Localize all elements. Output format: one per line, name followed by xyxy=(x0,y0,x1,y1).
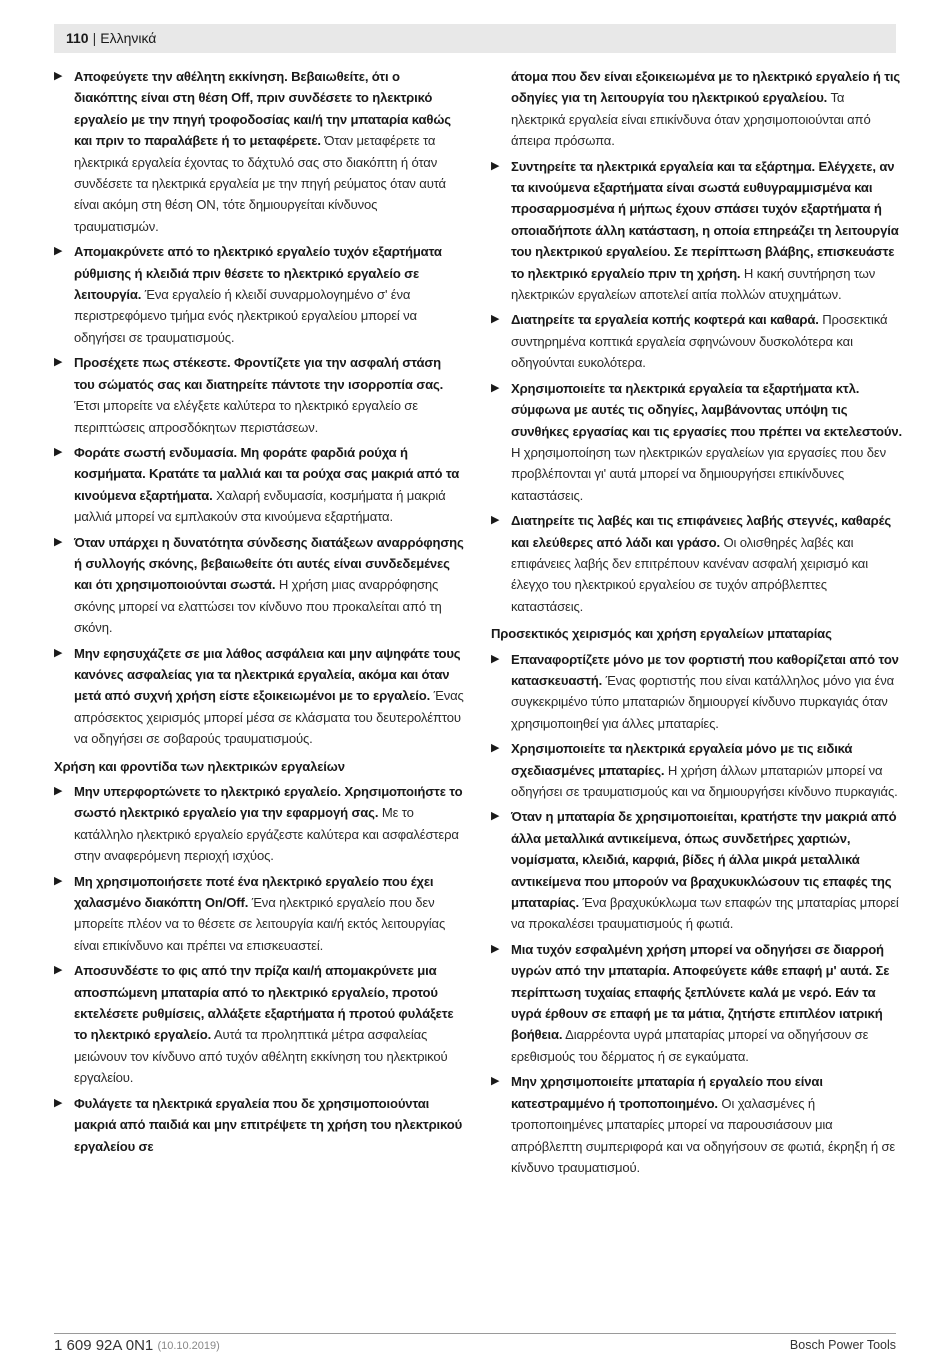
item-body-text: Αυτά τα προληπτικά μέτρα ασφαλείας μειώνουν τον κίνδυνο από τυχόν αθέλητη εκκίνηση του ηλεκτρικού εργαλείου. xyxy=(74,1027,448,1086)
list-item xyxy=(54,1093,465,1157)
item-bold-text: Φοράτε σωστή ενδυμασία. Μη φοράτε φαρδιά ρούχα ή κοσμήματα. Κρατάτε τα μαλλιά και τα ρούχα σας μακριά από τα κινούμενα εξαρτήματα. xyxy=(74,444,460,503)
bullet-arrow-icon: ▶ xyxy=(54,1096,63,1109)
list-item xyxy=(491,738,902,802)
item-body-text: Οι χαλασμένες ή τροποποιημένες μπαταρίες μπορεί να παρουσιάσουν μια απρόβλεπτη συμπεριφορά και να οδηγήσουν σε φωτιά, έκρηξη ή σε κίνδυνο τραυματισμού. xyxy=(511,1095,896,1175)
bullet-arrow-icon: ▶ xyxy=(54,535,63,548)
item-bold-text: Αποφεύγετε την αθέλητη εκκίνηση. Βεβαιωθείτε, ότι ο διακόπτης είναι στη θέση Off, πριν συνδέσετε το ηλεκτρικό εργαλείο με την πηγή τροφοδοσίας και/ή την μπαταρία καθώς και πριν το παραλάβετε ή το μεταφέρετε. xyxy=(74,69,451,149)
item-body-text: Οι ολισθηρές λαβές και επιφάνειες λαβής δεν επιτρέπουν κανέναν ασφαλή χειρισμό και έλεγχο του ηλεκτρικού εργαλείου σε τυχόν απρόβλεπτες καταστάσεις. xyxy=(511,534,868,614)
item-body-text: Ένας απρόσεκτος χειρισμός μπορεί μέσα σε κλάσματα του δευτερολέπτου να οδηγήσει σε σοβαρούς τραυματισμούς. xyxy=(74,688,464,747)
section-title-battery: Προσεκτικός χειρισμός και χρήση εργαλείων μπαταρίας xyxy=(491,626,832,642)
bullet-arrow-icon: ▶ xyxy=(54,445,63,458)
list-item xyxy=(54,241,465,348)
right-column xyxy=(491,66,902,1182)
bullet-arrow-icon: ▶ xyxy=(54,245,63,258)
list-item xyxy=(54,643,465,750)
item-bold-text: Διατηρείτε τα εργαλεία κοπής κοφτερά και καθαρά. xyxy=(511,312,819,328)
item-body-text: Ένα ηλεκτρικό εργαλείο που δεν μπορείτε πλέον να το θέσετε σε λειτουργία και/ή εκτός λειτουργίας είναι επικίνδυνο και πρέπει να επισκευαστεί. xyxy=(74,895,446,953)
list-item xyxy=(491,939,902,1067)
footer-doc-info xyxy=(54,1336,220,1357)
item-bold-text: Όταν η μπαταρία δε χρησιμοποιείται, κρατήστε την μακριά από άλλα μεταλλικά αντικείμενα, όπως συνδετήρες χαρτιών, νομίσματα, κλειδιά, καρφιά, βίδες ή άλλα μικρά μεταλλικά αντικείμενα που μπορούν να βραχυκυκλώσουν τις επαφές της μπαταρίας. xyxy=(511,809,897,911)
list-item xyxy=(54,442,465,528)
list-item xyxy=(491,510,902,617)
list-item xyxy=(491,309,902,373)
list-item xyxy=(54,781,465,867)
item-bold-text: Αποσυνδέστε το φις από την πρίζα και/ή απομακρύνετε μια αποσπώμενη μπαταρία από το ηλεκτρικό εργαλείο, προτού εκτελέσετε ρυθμίσεις, αλλάξετε εξαρτήματα ή προτού φυλάξετε το ηλεκτρικό εργαλείο. xyxy=(74,963,454,1043)
footer-rule xyxy=(54,1333,896,1334)
item-bold-text: Μην εφησυχάζετε σε μια λάθος ασφάλεια και μην αψηφάτε τους κανόνες ασφαλείας για τα ηλεκτρικά εργαλεία, ακόμα και όταν μετά από συχνή χρήση είστε εξοικειωμένοι με το εργαλείο. xyxy=(74,645,461,704)
item-bold-text: Χρησιμοποιείτε τα ηλεκτρικά εργαλεία μόνο με τις ειδικά σχεδιασμένες μπαταρίες. xyxy=(511,741,853,778)
list-item xyxy=(54,871,465,957)
bullet-arrow-icon: ▶ xyxy=(491,810,500,823)
list-item xyxy=(491,378,902,506)
bullet-arrow-icon: ▶ xyxy=(491,514,500,527)
list-item xyxy=(54,66,465,237)
bullet-arrow-icon: ▶ xyxy=(54,356,63,369)
item-body-text: Όταν μεταφέρετε τα ηλεκτρικά εργαλεία έχοντας το δάχτυλό σας στο διακόπτη ή όταν συνδέσετε τα ηλεκτρικά εργαλεία με την πηγή ρεύματος όταν αυτά είναι ακόμη στη θέση ON, τότε δημιουργείται κίνδυνος τραυματισμών. xyxy=(74,133,446,234)
item-body-text: Διαρρέοντα υγρά μπαταρίας μπορεί να οδηγήσουν σε ερεθισμούς του δέρματος ή σε εγκαύματα. xyxy=(511,1027,869,1064)
bullet-arrow-icon: ▶ xyxy=(491,159,500,172)
item-body-text: Η χρήση άλλων μπαταριών μπορεί να οδηγήσει σε τραυματισμούς και να δημιουργήσει κίνδυνο πυρκαγιάς. xyxy=(511,762,898,799)
item-bold-text: Προσέχετε πως στέκεστε. Φροντίζετε για την ασφαλή στάση του σώματός σας και διατηρείτε πάντοτε την ισορροπία σας. xyxy=(74,355,444,392)
item-bold-text: Μη χρησιμοποιήσετε ποτέ ένα ηλεκτρικό εργαλείο που έχει χαλασμένο διακόπτη On/Off. xyxy=(74,873,434,911)
list-item xyxy=(491,1071,902,1178)
bullet-arrow-icon: ▶ xyxy=(491,652,500,665)
item-body-text: Η κακή συντήρηση των ηλεκτρικών εργαλείων αποτελεί αιτία πολλών ατυχημάτων. xyxy=(511,265,876,303)
header-language: Ελληνικά xyxy=(100,30,157,46)
item-bold-text: Όταν υπάρχει η δυνατότητα σύνδεσης διατάξεων αναρρόφησης ή συλλογής σκόνης, βεβαιωθείτε ότι αυτές είναι συνδεδεμένες και ότι χρησιμοποιούνται σωστά. xyxy=(74,534,464,593)
footer-doc-number: 1 609 92A 0N1 xyxy=(54,1337,154,1354)
bullet-arrow-icon: ▶ xyxy=(491,381,500,394)
continuation-paragraph xyxy=(491,66,902,152)
left-column xyxy=(54,66,465,1161)
bullet-arrow-icon: ▶ xyxy=(54,964,63,977)
item-body-text: Η χρησιμοποίηση των ηλεκτρικών εργαλείων για εργασίες που δεν προβλέπονται γι' αυτά μπορεί να δημιουργήσει επικίνδυνες καταστάσεις. xyxy=(511,444,886,503)
header-text xyxy=(66,30,156,47)
list-item xyxy=(54,960,465,1088)
continuation-bold: άτομα που δεν είναι εξοικειωμένα με το ηλεκτρικό εργαλείο ή τις οδηγίες για τη λειτουργία του ηλεκτρικού εργαλείου. xyxy=(511,69,901,106)
item-body-text: Η χρήση μιας αναρρόφησης σκόνης μπορεί να ελαττώσει τον κίνδυνο που προκαλείται από τη σκόνη. xyxy=(74,577,442,636)
item-body-text: Ένα εργαλείο ή κλειδί συναρμολογημένο σ' ένα περιστρεφόμενο τμήμα ενός ηλεκτρικού εργαλείου μπορεί να οδηγήσει σε τραυματισμούς. xyxy=(74,287,417,345)
item-bold-text: Φυλάγετε τα ηλεκτρικά εργαλεία που δε χρησιμοποιούνται μακριά από παιδιά και μην επιτρέψετε τη χρήση του ηλεκτρικού εργαλείου σε xyxy=(74,1095,463,1154)
left-tool-use-list xyxy=(54,781,465,1157)
section-title-tool-use: Χρήση και φροντίδα των ηλεκτρικών εργαλείων xyxy=(54,758,345,774)
list-item xyxy=(54,532,465,639)
item-body-text: Ένας φορτιστής που είναι κατάλληλος μόνο για ένα συγκεκριμένο τύπο μπαταριών δημιουργεί κίνδυνο πυρκαγιάς όταν χρησιμοποιηθεί για άλλες μπαταρίες. xyxy=(511,672,895,731)
right-battery-list xyxy=(491,649,902,1179)
footer-date: (10.10.2019) xyxy=(157,1340,220,1352)
item-bold-text: Μην υπερφορτώνετε το ηλεκτρικό εργαλείο. Χρησιμοποιήστε το σωστό ηλεκτρικό εργαλείο για την εφαρμογή σας. xyxy=(74,784,463,821)
page-header xyxy=(54,24,896,53)
list-item xyxy=(491,806,902,934)
bullet-arrow-icon: ▶ xyxy=(54,785,63,797)
page-number: 110 xyxy=(66,30,89,46)
item-bold-text: Μια τυχόν εσφαλμένη χρήση μπορεί να οδηγήσει σε διαρροή υγρών από την μπαταρία. Αποφεύγετε κάθε επαφή μ' αυτά. Σε περίπτωση τυχαίας επαφής ξεπλύνετε καλά με νερό. Εάν τα υγρά έρθουν σε επαφή με τα μάτια, ζητήστε επιπλέον ιατρική βοήθεια. xyxy=(511,941,890,1043)
item-bold-text: Επαναφορτίζετε μόνο με τον φορτιστή που καθορίζεται από τον κατασκευαστή. xyxy=(511,651,899,688)
bullet-arrow-icon: ▶ xyxy=(54,874,63,887)
bullet-arrow-icon: ▶ xyxy=(491,942,500,955)
item-bold-text: Μην χρησιμοποιείτε μπαταρία ή εργαλείο που είναι κατεστραμμένο ή τροποποιημένο. xyxy=(511,1074,823,1111)
list-item xyxy=(54,352,465,438)
bullet-arrow-icon: ▶ xyxy=(54,646,63,659)
header-separator: | xyxy=(92,30,97,46)
item-body-text: Με το κατάλληλο ηλεκτρικό εργαλείο εργάζεστε καλύτερα και ασφαλέστερα στην αναφερόμενη περιοχή ισχύος. xyxy=(74,805,459,864)
item-bold-text: Διατηρείτε τις λαβές και τις επιφάνειες λαβής στεγνές, καθαρές και ελεύθερες από λάδι και γράσο. xyxy=(511,513,891,550)
bullet-arrow-icon: ▶ xyxy=(54,70,63,82)
footer-brand: Bosch Power Tools xyxy=(789,1338,896,1352)
bullet-arrow-icon: ▶ xyxy=(491,742,500,755)
item-bold-text: Συντηρείτε τα ηλεκτρικά εργαλεία και τα εξάρτημα. Ελέγχετε, αν τα κινούμενα εξαρτήματα είναι σωστά ευθυγραμμισμένα και προσαρμοσμένα ή μήπως έχουν σπάσει τυχόν εξαρτήματα ή οποιαδήποτε άλλη κατάσταση, η οποία επηρεάζει τη λειτουργία του ηλεκτρικού εργαλείου. Σε περίπτωση βλάβης, επισκευάστε το ηλεκτρικό εργαλείο πριν τη χρήση. xyxy=(511,158,899,281)
item-body-text: Χαλαρή ενδυμασία, κοσμήματα ή μακριά μαλλιά μπορεί να εμπλακούν στα κινούμενα εξαρτήματα. xyxy=(74,487,446,525)
item-bold-text: Χρησιμοποιείτε τα ηλεκτρικά εργαλεία τα εξαρτήματα κτλ. σύμφωνα με αυτές τις οδηγίες, λαμβάνοντας υπόψη τις συνθήκες εργασίας και τις εργασίες που πρέπει να εκτελεστούν. xyxy=(511,380,902,439)
bullet-arrow-icon: ▶ xyxy=(491,313,500,326)
continuation-text: Τα ηλεκτρικά εργαλεία είναι επικίνδυνα όταν χρησιμοποιούνται από άπειρα πρόσωπα. xyxy=(511,90,871,149)
item-body-text: Ένα βραχυκύκλωμα των επαφών της μπαταρίας μπορεί να προκαλέσει τραυματισμούς ή φωτιά. xyxy=(511,895,899,932)
item-bold-text: Απομακρύνετε από το ηλεκτρικό εργαλείο τυχόν εξαρτήματα ρύθμισης ή κλειδιά πριν θέσετε το ηλεκτρικό εργαλείο σε λειτουργία. xyxy=(74,244,442,303)
list-item xyxy=(491,156,902,306)
bullet-arrow-icon: ▶ xyxy=(491,1075,500,1088)
left-safety-list xyxy=(54,66,465,750)
item-body-text: Έτσι μπορείτε να ελέγξετε καλύτερα το ηλεκτρικό εργαλείο σε περιπτώσεις απροσδόκητων περιστάσεων. xyxy=(74,398,418,435)
list-item xyxy=(491,649,902,735)
item-body-text: Προσεκτικά συντηρημένα κοπτικά εργαλεία σφηνώνουν δυσκολότερα και οδηγούνται ευκολότερα. xyxy=(511,312,888,371)
right-tool-use-list xyxy=(491,156,902,618)
